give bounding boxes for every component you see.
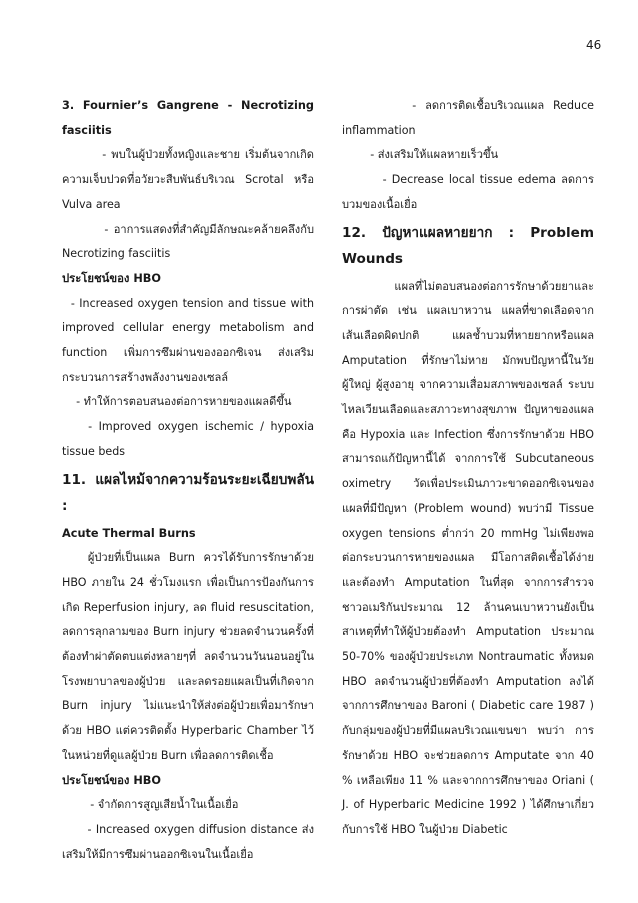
paragraph-problem-wounds: แผลที่ไม่ตอบสนองต่อการรักษาด้วยยาและการผ่าตัด เช่น แผลเบาหวาน แผลที่ขาดเลือดจากเส้นเลือดผิดปกติ แผลช้ำบวมที่หายยากหรือแผล Amputation ที่รักษาไม่หาย มักพบปัญหานี้ในวัยผู้ใหญ่ ผู้สูงอายุ จากความเสื่อมสภาพของเซลล์ ระบบไหลเวียนเลือดและสภาวะทางสุขภาพ ปัญหาของแผลคือ Hypoxia และ Infection ซึ่งการรักษาด้วย HBO สามารถแก้ปัญหานี้ได้ จากการใช้ Subcutaneous oximetry วัดเพื่อประเมินภาวะขาดออกซิเจนของแผลที่มีปัญหา (Problem wound) พบว่ามี Tissue oxygen tensions ต่ำกว่า 20 mmHg ไม่เพียงพอต่อกระบวนการหายของแผล มีโอกาสติดเชื้อได้ง่ายและต้องทำ Amputation ในที่สุด จากการสำรวจชาวอเมริกันประมาณ 12 ล้านคนเบาหวานยังเป็นสาเหตุที่ทำให้ผู้ป่วยต้องทำ Amputation ประมาณ 50-70% ของผู้ป่วยประเภท Nontraumatic ทั้งหมด HBO ลดจำนวนผู้ป่วยที่ต้องทำ Amputation ลงได้ จากการศึกษาของ Baroni ( Diabetic care 1987 ) กับกลุ่มของผู้ป่วยที่มีแผลบริเวณแขนขา พบว่า การรักษาด้วย HBO จะช่วยลดการ Amputate จาก 40 % เหลือเพียง 11 % และจากการศึกษาของ Oriani ( J. of Hyperbaric Medicine 1992 ) ได้ศึกษาเกี่ยวกับการใช้ HBO ในผู้ป่วย Diabetic	[342, 279, 594, 836]
paragraph-reduce-inflammation: - ลดการติดเชื้อบริเวณแผล Reduce inflammation	[342, 99, 594, 137]
heading-fourniers-gangrene: 3. Fournier’s Gangrene - Necrotizing fasciitis	[62, 99, 314, 137]
paragraph-fluid-loss: - จำกัดการสูญเสียน้ำในเนื้อเยื่อ	[62, 798, 239, 812]
paragraph-decrease-edema: - Decrease local tissue edema ลดการบวมของเนื้อเยื่อ	[342, 173, 594, 211]
paragraph-burn-treatment: ผู้ป่วยที่เป็นแผล Burn ควรได้รับการรักษาด้วย HBO ภายใน 24 ชั่วโมงแรก เพื่อเป็นการป้องกันการเกิด Reperfusion injury, ลด fluid resuscitation, ลดการลุกลามของ Burn injury ช่วยลดจำนวนครั้งที่ต้องทำผ่าตัดตบแต่งหลายๆที่ ลดจำนวนวันนอนอยู่ในโรงพยาบาลของผู้ป่วย และลดรอยแผลเป็นที่เกิดจาก Burn injury ไม่แนะนำให้ส่งต่อผู้ป่วยเพื่อมารักษาด้วย HBO แต่ควรติดตั้ง Hyperbaric Chamber ไว้ในหน่วยที่ดูแลผู้ป่วย Burn เพื่อลดการติดเชื้อ	[62, 551, 314, 762]
paragraph-faster-healing: - ส่งเสริมให้แผลหายเร็วขึ้น	[342, 148, 499, 162]
heading-hbo-benefits-2: ประโยชน์ของ HBO	[62, 773, 162, 787]
heading-section-12: 12. ปัญหาแผลหายยาก : Problem Wounds	[342, 224, 594, 267]
subheading-acute-thermal-burns: Acute Thermal Burns	[62, 526, 196, 540]
heading-hbo-benefits-1: ประโยชน์ของ HBO	[62, 271, 162, 285]
right-column	[342, 94, 594, 843]
page-number: 46	[586, 38, 602, 52]
paragraph-wound-response: - ทำให้การตอบสนองต่อการหายของแผลดีขึ้น	[62, 395, 292, 409]
paragraph-fournier-symptoms: - อาการแสดงที่สำคัญมีลักษณะคล้ายคลึงกับ Necrotizing fasciitis	[62, 222, 314, 261]
heading-section-11: 11. แผลไหม้จากความร้อนระยะเฉียบพลัน :	[62, 471, 314, 514]
left-column	[62, 94, 314, 867]
paragraph-fournier-occurrence: - พบในผู้ป่วยทั้งหญิงและชาย เริ่มต้นจากเกิดความเจ็บปวดที่อวัยวะสืบพันธ์บริเวณ Scrotal หรือ Vulva area	[62, 148, 314, 211]
paragraph-oxygen-tension: - Increased oxygen tension and tissue with improved cellular energy metabolism and function เพิ่มการซึมผ่านของออกซิเจน ส่งเสริมกระบวนการสร้างพลังงานของเซลล์	[62, 296, 314, 384]
paragraph-oxygen-diffusion: - Increased oxygen diffusion distance ส่งเสริมให้มีการซึมผ่านออกซิเจนในเนื้อเยื่อ	[62, 822, 314, 861]
paragraph-ischemic-tissue: - Improved oxygen ischemic / hypoxia tissue beds	[62, 420, 314, 458]
